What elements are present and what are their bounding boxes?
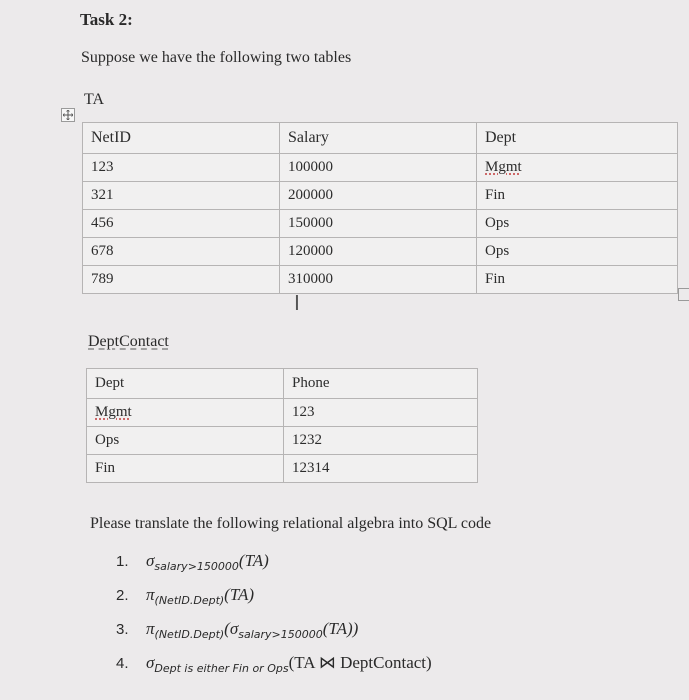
table-resize-handle[interactable]	[678, 288, 689, 301]
table-cell[interactable]: 120000	[280, 238, 477, 266]
intro-text: Suppose we have the following two tables	[81, 49, 352, 66]
pi-symbol: π	[146, 619, 155, 638]
list-number: 4.	[116, 655, 129, 672]
table-cell[interactable]: Fin	[87, 455, 284, 483]
argument: (TA ⋈ DeptContact)	[288, 653, 432, 672]
table-cell[interactable]: Ops	[87, 427, 284, 455]
subscript: (NetID.Dept)	[154, 628, 225, 641]
open-paren: (	[224, 619, 230, 638]
instructions-text: Please translate the following relational algebra into SQL code	[90, 515, 492, 532]
sigma-symbol: σ	[146, 653, 155, 672]
list-item	[116, 544, 432, 578]
table-cell[interactable]: Ops	[477, 238, 678, 266]
table-cell[interactable]: 1232	[284, 427, 478, 455]
table-cell[interactable]: 310000	[280, 266, 477, 294]
ta-table	[82, 122, 678, 294]
cell-text: Mgmt	[485, 159, 522, 175]
list-number: 1.	[116, 553, 129, 570]
i-beam-cursor-icon: I	[294, 291, 300, 315]
list-item	[116, 578, 432, 612]
move-cross-icon[interactable]	[61, 108, 75, 122]
table-cell[interactable]	[87, 399, 284, 427]
sigma-symbol: σ	[146, 551, 155, 570]
table-cell[interactable]: 789	[83, 266, 280, 294]
sigma-symbol: σ	[229, 619, 239, 638]
cell-text: Mgmt	[95, 404, 132, 420]
table-cell[interactable]: 321	[83, 182, 280, 210]
column-header[interactable]: Dept	[477, 123, 678, 154]
table-cell[interactable]	[477, 154, 678, 182]
table-header-row	[83, 123, 678, 154]
table-cell[interactable]: Ops	[477, 210, 678, 238]
table-cell[interactable]: Fin	[477, 266, 678, 294]
ta-table-name: TA	[84, 91, 105, 108]
subscript: salary>150000	[238, 628, 323, 641]
table-row	[87, 427, 478, 455]
table-cell[interactable]: 456	[83, 210, 280, 238]
task-heading: Task 2:	[80, 10, 133, 29]
column-header[interactable]: NetID	[83, 123, 280, 154]
subscript: salary>150000	[154, 560, 239, 573]
table-cell[interactable]: 200000	[280, 182, 477, 210]
table-cell[interactable]: 150000	[280, 210, 477, 238]
table-row	[87, 399, 478, 427]
column-header[interactable]: Salary	[280, 123, 477, 154]
subscript: (NetID.Dept)	[154, 594, 225, 607]
argument: (TA)	[224, 585, 255, 604]
column-header[interactable]: Phone	[284, 369, 478, 399]
deptcontact-table	[86, 368, 478, 483]
list-item	[116, 612, 432, 646]
table-header-row	[87, 369, 478, 399]
pi-symbol: π	[146, 585, 155, 604]
table-cell[interactable]: 100000	[280, 154, 477, 182]
table-row	[83, 182, 678, 210]
argument: (TA)	[238, 551, 269, 570]
list-number: 3.	[116, 621, 129, 638]
close-paren: )	[352, 619, 359, 638]
list-item	[116, 646, 432, 680]
table-row	[83, 154, 678, 182]
table-cell[interactable]: 123	[83, 154, 280, 182]
table-row	[87, 455, 478, 483]
table-row	[83, 210, 678, 238]
argument: (TA)	[322, 619, 353, 638]
table-cell[interactable]: 123	[284, 399, 478, 427]
list-number: 2.	[116, 587, 129, 604]
subscript: Dept is either Fin or Ops	[154, 662, 289, 675]
table-cell[interactable]: 12314	[284, 455, 478, 483]
table-cell[interactable]: Fin	[477, 182, 678, 210]
column-header[interactable]: Dept	[87, 369, 284, 399]
question-list	[116, 544, 432, 680]
table-row	[83, 238, 678, 266]
table-row	[83, 266, 678, 294]
table-cell[interactable]: 678	[83, 238, 280, 266]
deptcontact-table-name: DeptContact	[88, 333, 169, 350]
